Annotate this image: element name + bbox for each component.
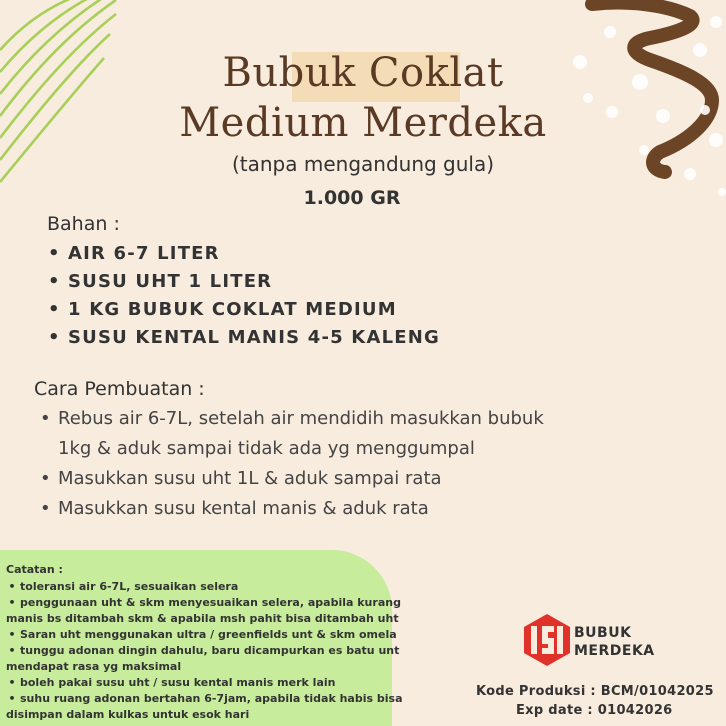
- cara-item: • Masukkan susu uht 1L & aduk sampai rata: [38, 464, 598, 494]
- exp-date: Exp date : 01042026: [516, 703, 673, 718]
- cara-heading: Cara Pembuatan :: [34, 378, 205, 400]
- product-weight: 1.000 GR: [303, 187, 401, 209]
- product-title-line1: Bubuk Coklat: [222, 50, 504, 96]
- cara-item: [38, 404, 598, 464]
- catatan-item: • toleransi air 6-7L, sesuaikan selera: [8, 580, 239, 593]
- product-subtitle: (tanpa mengandung gula): [231, 152, 495, 176]
- catatan-item-cont: mendapat rasa yg maksimal: [6, 660, 182, 673]
- bahan-list: [48, 240, 440, 352]
- bm-logo-icon: [522, 612, 572, 668]
- cara-list: [38, 404, 598, 524]
- catatan-item: • suhu ruang adonan bertahan 6-7jam, apabila tidak habis bisa: [8, 692, 403, 705]
- bahan-heading: Bahan :: [47, 213, 120, 235]
- catatan-item: • tunggu adonan dingin dahulu, baru dicampurkan es batu unt: [8, 644, 400, 657]
- catatan-item-cont: disimpan dalam kulkas untuk esok hari: [6, 708, 250, 721]
- brand-name: BUBUK MERDEKA: [574, 625, 655, 659]
- cara-item-text: Rebus air 6-7L, setelah air mendidih masukkan bubuk: [58, 408, 544, 429]
- bahan-item: • SUSU UHT 1 LITER: [48, 268, 440, 296]
- catatan-heading: Catatan :: [6, 563, 63, 576]
- catatan-item: • Saran uht menggunakan ultra / greenfields unt & skm omela: [8, 628, 397, 641]
- catatan-item: • penggunaan uht & skm menyesuaikan selera, apabila kurang: [8, 596, 401, 609]
- catatan-list: [6, 579, 403, 723]
- product-title-line2: Medium Merdeka: [179, 100, 547, 146]
- bahan-item: • AIR 6-7 LITER: [48, 240, 440, 268]
- cara-item-text: 1kg & aduk sampai tidak ada yg menggumpal: [58, 438, 475, 459]
- bahan-item: • 1 KG BUBUK COKLAT MEDIUM: [48, 296, 440, 324]
- cara-item: • Masukkan susu kental manis & aduk rata: [38, 494, 598, 524]
- bahan-item: • SUSU KENTAL MANIS 4-5 KALENG: [48, 324, 440, 352]
- catatan-item: • boleh pakai susu uht / susu kental manis merk lain: [8, 676, 336, 689]
- kode-produksi: Kode Produksi : BCM/01042025: [476, 684, 714, 699]
- catatan-item-cont: manis bs ditambah skm & apabila msh pahit bisa ditambah uht: [6, 612, 399, 625]
